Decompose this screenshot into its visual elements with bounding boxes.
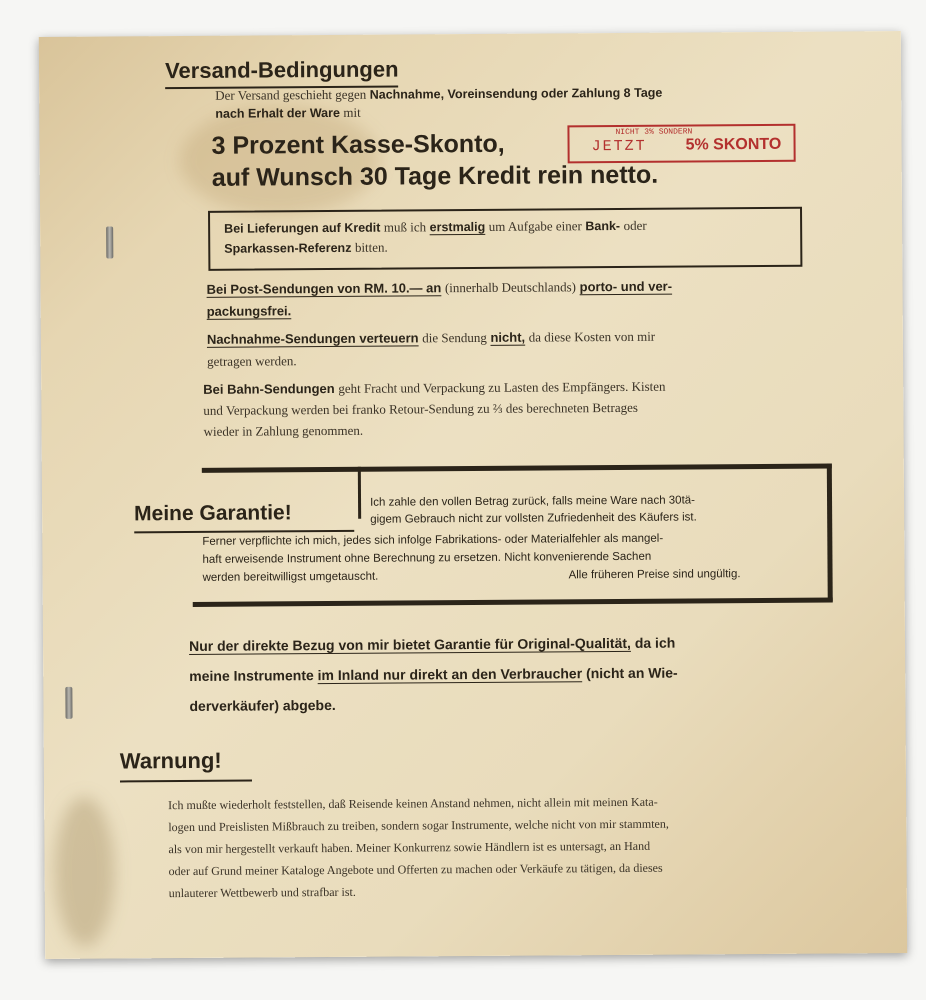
nachnahme-line-2: getragen werden. — [207, 353, 297, 369]
warnung-heading: Warnung! — [119, 747, 222, 774]
torn-edge-stain — [54, 797, 115, 947]
direkt-line-3: derverkäufer) abgebe. — [189, 696, 336, 714]
warnung-line-1: Ich mußte wiederholt feststellen, daß Reisende keinen Anstand nehmen, nicht allein mit meinen Kata- — [168, 794, 658, 813]
catalog-page — [39, 31, 907, 959]
garantie-line-3: Ferner verpflichte ich mich, jedes sich infolge Fabrikations- oder Materialfehler als mangel- — [202, 532, 664, 548]
garantie-right-bar — [827, 463, 833, 601]
garantie-line-5: werden bereitwilligst umgetauscht. — [202, 570, 379, 584]
garantie-bottom-bar — [193, 597, 833, 606]
garantie-line-1: Ich zahle den vollen Betrag zurück, falls meine Ware nach 30tä- — [370, 494, 696, 509]
direkt-line-2: meine Instrumente im Inland nur direkt an den Verbraucher (nicht an Wie- — [189, 664, 678, 684]
skonto-headline: 3 Prozent Kasse-Skonto, — [211, 129, 505, 160]
red-stamp: NICHT 3% SONDERN JETZT 5% SKONTO — [567, 124, 795, 164]
garantie-heading: Meine Garantie! — [134, 501, 292, 526]
versand-line-2: nach Erhalt der Ware mit — [215, 104, 361, 121]
warnung-line-4: oder auf Grund meiner Kataloge Angebote und Offerten zu machen oder Verkäufe zu tätigen, da dieses — [168, 860, 663, 879]
staple-bottom — [65, 687, 72, 719]
bahn-line-3: wieder in Zahlung genommen. — [203, 422, 364, 439]
warnung-line-2: logen und Preislisten Mißbrauch zu treiben, sondern sogar Instrumente, welche nicht von mir stammten, — [168, 816, 669, 835]
staple-top — [106, 227, 113, 259]
kredit-box — [208, 207, 802, 271]
post-line-1: Bei Post-Sendungen von RM. 10.— an (innerhalb Deutschlands) porto- und ver- — [206, 278, 673, 297]
kredit-line-1: Bei Lieferungen auf Kredit muß ich erstmalig um Aufgabe einer Bank- oder — [224, 217, 647, 236]
kredit-line-2: Sparkassen-Referenz bitten. — [224, 239, 388, 256]
bahn-line-2: und Verpackung werden bei franko Retour-Sendung zu ⅔ des berechneten Betrages — [203, 399, 638, 418]
warnung-line-5: unlauterer Wettbewerb und strafbar ist. — [168, 884, 356, 901]
garantie-line-4: haft erweisende Instrument ohne Berechnung zu ersetzen. Nicht konvenierende Sachen — [202, 550, 652, 566]
versand-line-1: Der Versand geschieht gegen Nachnahme, Voreinsendung oder Zahlung 8 Tage — [215, 85, 663, 103]
kredit-headline: auf Wunsch 30 Tage Kredit rein netto. — [211, 160, 659, 192]
warnung-line-3: als von mir hergestellt verkauft haben. Meiner Konkurrenz sowie Händlern ist es untersagt, an Hand — [168, 838, 651, 857]
garantie-heading-underline — [134, 530, 354, 534]
preise-note: Alle früheren Preise sind ungültig. — [568, 568, 741, 582]
garantie-line-2: gigem Gebrauch nicht zur vollsten Zufriedenheit des Käufers ist. — [370, 511, 697, 526]
post-line-2: packungsfrei. — [206, 303, 292, 319]
bahn-line-1: Bei Bahn-Sendungen geht Fracht und Verpackung zu Lasten des Empfängers. Kisten — [203, 378, 666, 397]
warnung-underline — [120, 780, 252, 783]
garantie-top-bar — [202, 463, 832, 472]
nachnahme-line-1: Nachnahme-Sendungen verteuern die Sendung nicht, da diese Kosten von mir — [206, 328, 656, 347]
versand-heading: Versand-Bedingungen — [165, 57, 399, 90]
garantie-heading-divider — [358, 467, 361, 519]
direkt-line-1: Nur der direkte Bezug von mir bietet Garantie für Original-Qualität, da ich — [188, 634, 676, 654]
